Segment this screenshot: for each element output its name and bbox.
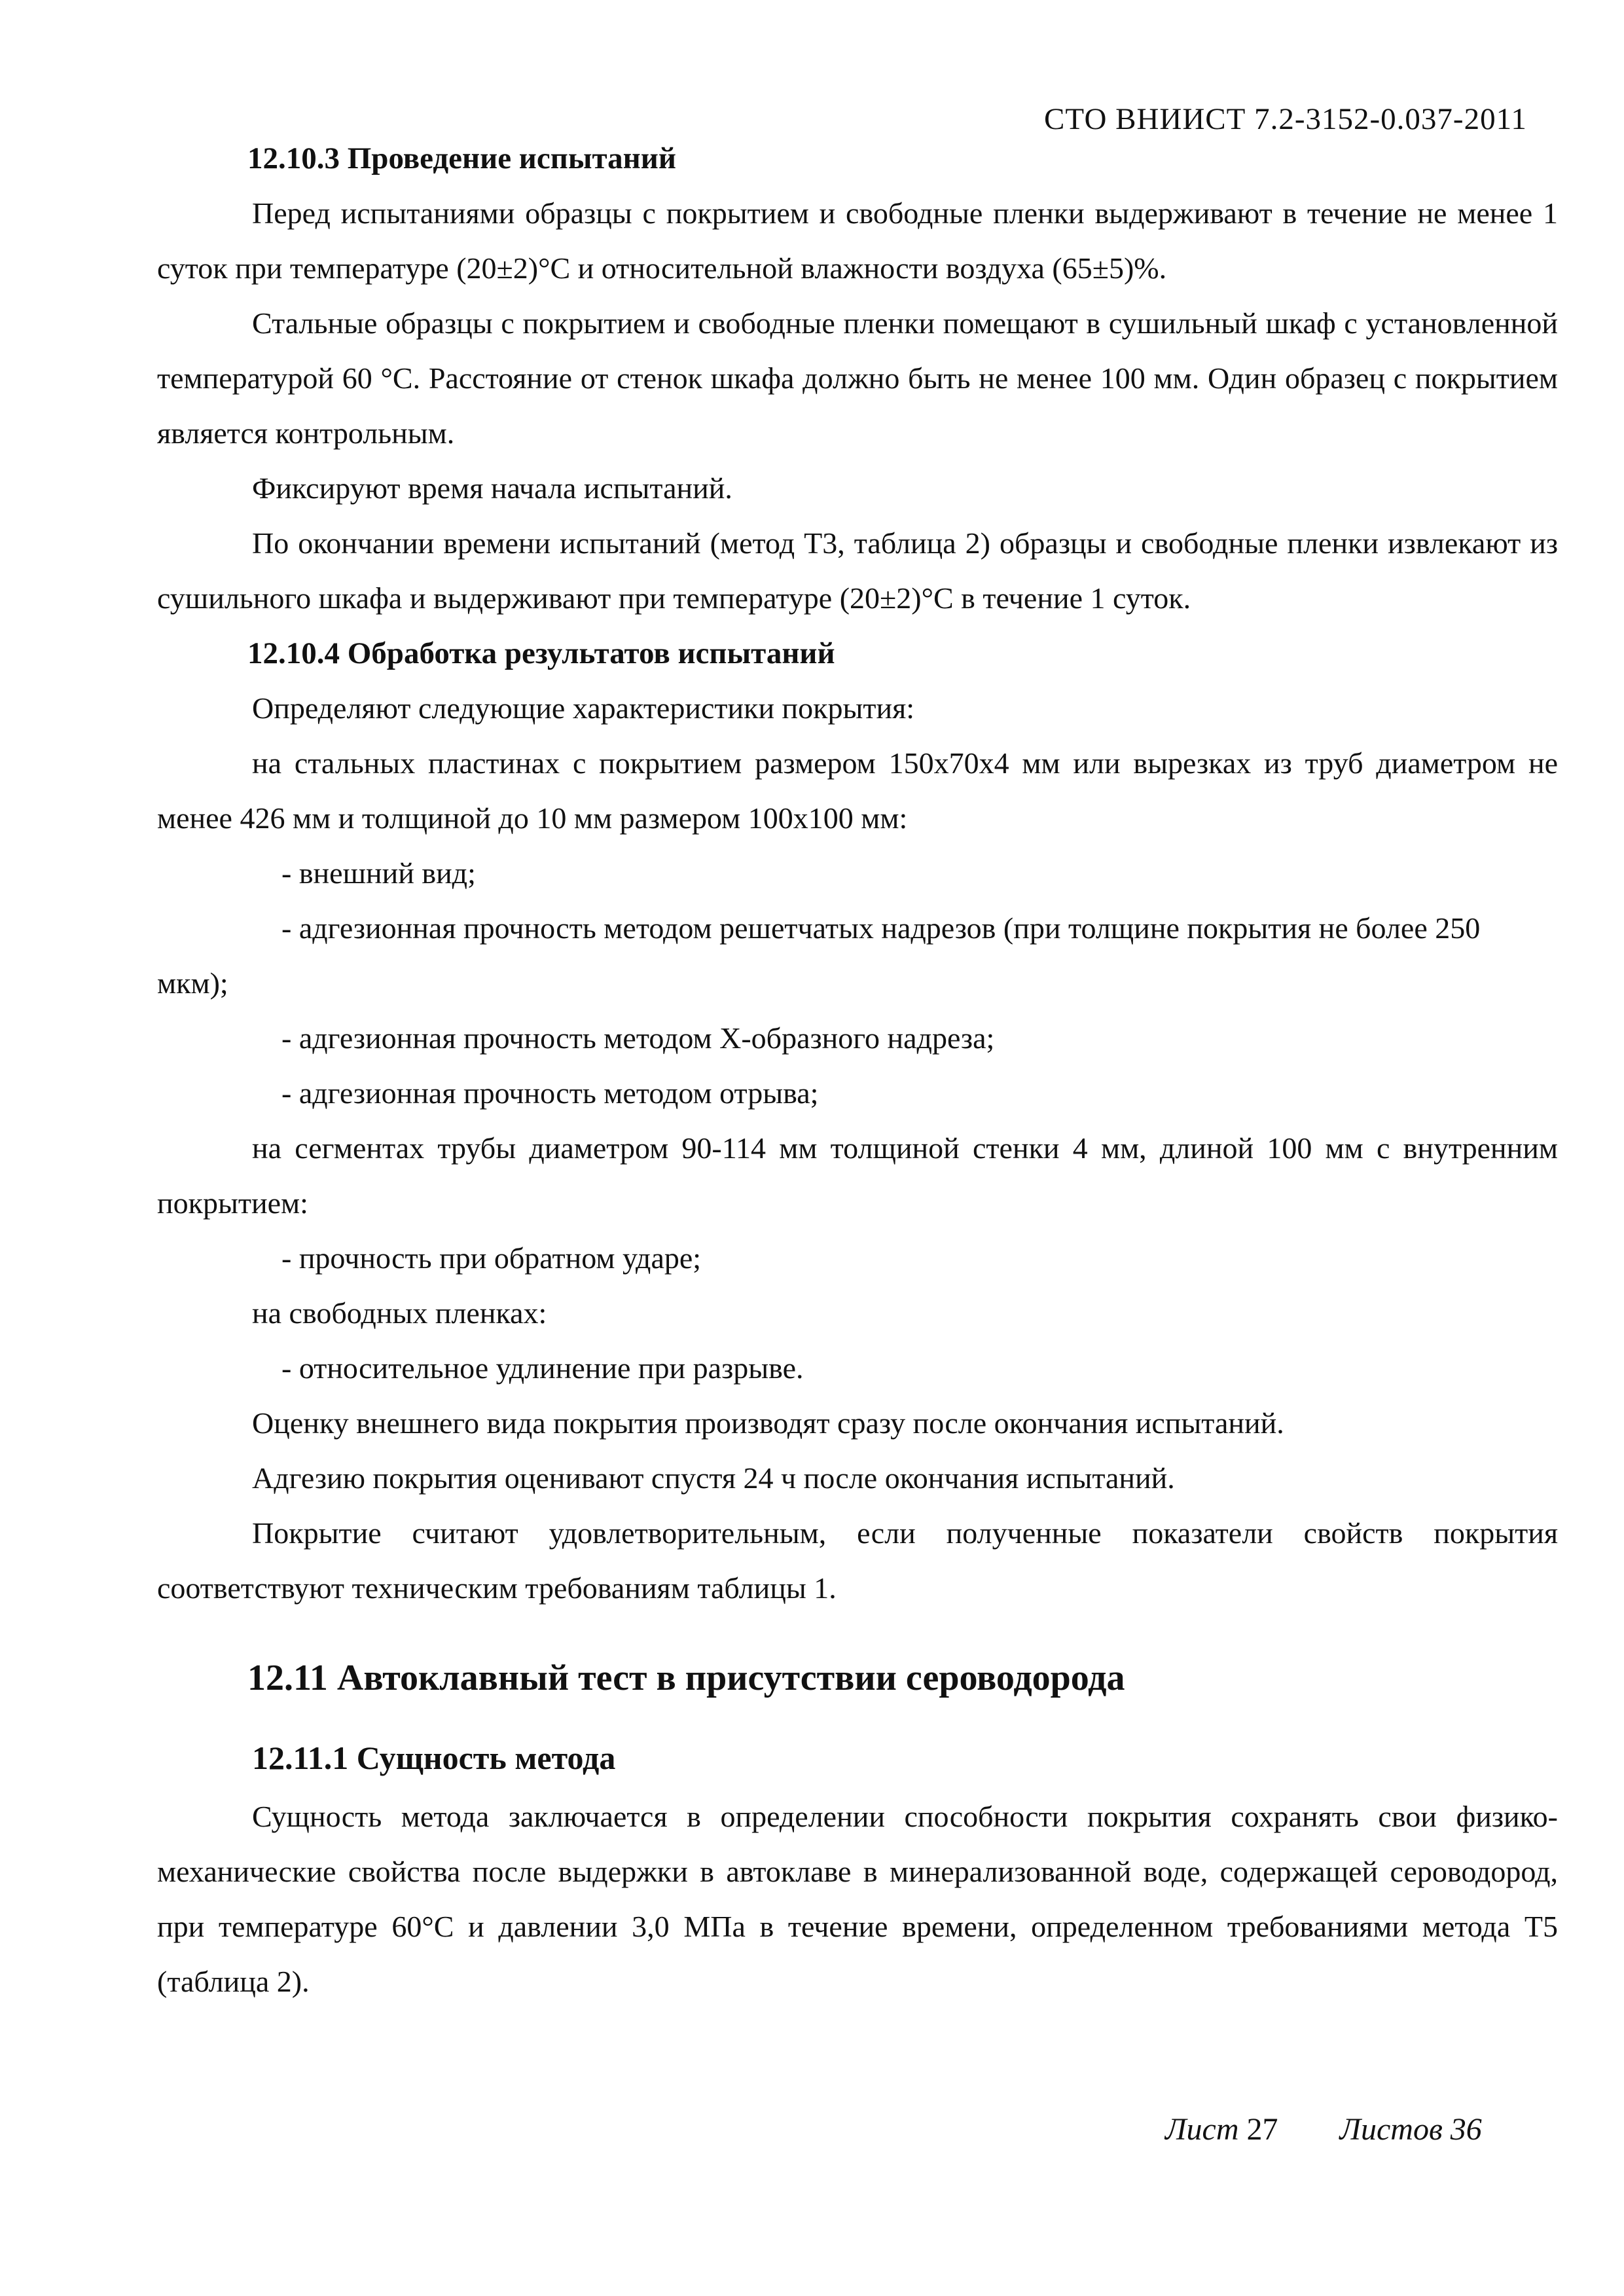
- paragraph: Адгезию покрытия оценивают спустя 24 ч после окончания испытаний.: [252, 1461, 1175, 1495]
- sheet-number: 27: [1246, 2112, 1278, 2147]
- paragraph: на свободных пленках:: [252, 1296, 547, 1330]
- paragraph: Определяют следующие характеристики покрытия:: [252, 691, 915, 725]
- list-item: - относительное удлинение при разрыве.: [281, 1351, 804, 1385]
- heading-12-11: 12.11 Автоклавный тест в присутствии сероводорода: [247, 1658, 1125, 1698]
- paragraph: на стальных пластинах с покрытием размером 150х70х4 мм или вырезках из труб диаметром не менее 426 мм и толщиной до 10 мм размером 100х100 мм:: [157, 746, 1558, 835]
- paragraph: Оценку внешнего вида покрытия производят сразу после окончания испытаний.: [252, 1406, 1284, 1440]
- page-footer: [1165, 2111, 1482, 2147]
- sheets-total: 36: [1450, 2112, 1482, 2147]
- paragraph: Стальные образцы с покрытием и свободные пленки помещают в сушильный шкаф с установленной температурой 60 °С. Расстояние от стенок шкафа должно быть не менее 100 мм. Один образец с покрытием является контрольным.: [157, 306, 1558, 450]
- paragraph: Перед испытаниями образцы с покрытием и свободные пленки выдерживают в течение не менее 1 суток при температуре (20±2)°С и относительной влажности воздуха (65±5)%.: [157, 196, 1558, 285]
- list-item: - адгезионная прочность методом отрыва;: [281, 1076, 819, 1110]
- heading-12-11-1: 12.11.1 Сущность метода: [252, 1740, 616, 1776]
- sheets-label: Листов: [1339, 2112, 1443, 2147]
- list-item: - внешний вид;: [281, 856, 476, 890]
- paragraph: Покрытие считают удовлетворительным, если полученные показатели свойств покрытия соответствуют техническим требованиям таблицы 1.: [157, 1516, 1558, 1605]
- heading-12-10-3: 12.10.3 Проведение испытаний: [247, 141, 676, 175]
- sheet-label: Лист: [1165, 2112, 1239, 2147]
- heading-12-10-4: 12.10.4 Обработка результатов испытаний: [247, 636, 835, 670]
- page-content: [157, 131, 1558, 2009]
- paragraph: на сегментах трубы диаметром 90-114 мм толщиной стенки 4 мм, длиной 100 мм с внутренним покрытием:: [157, 1131, 1558, 1220]
- list-item: - адгезионная прочность методом Х-образного надреза;: [281, 1021, 995, 1055]
- list-item: - прочность при обратном ударе;: [281, 1241, 702, 1275]
- list-item: - адгезионная прочность методом решетчатых надрезов (при толщине покрытия не более 250 мкм);: [157, 911, 1481, 1000]
- paragraph: Сущность метода заключается в определении способности покрытия сохранять свои физико-механические свойства после выдержки в автоклаве в минерализованной воде, содержащей сероводород, при температуре 60°С и давлении 3,0 МПа в течение времени, определенном требованиями метода Т5 (таблица 2).: [157, 1800, 1558, 1998]
- document-code: СТО ВНИИСТ 7.2-3152-0.037-2011: [1044, 102, 1527, 136]
- paragraph: Фиксируют время начала испытаний.: [252, 471, 732, 505]
- paragraph: По окончании времени испытаний (метод Т3, таблица 2) образцы и свободные пленки извлекают из сушильного шкафа и выдерживают при температуре (20±2)°С в течение 1 суток.: [157, 526, 1558, 615]
